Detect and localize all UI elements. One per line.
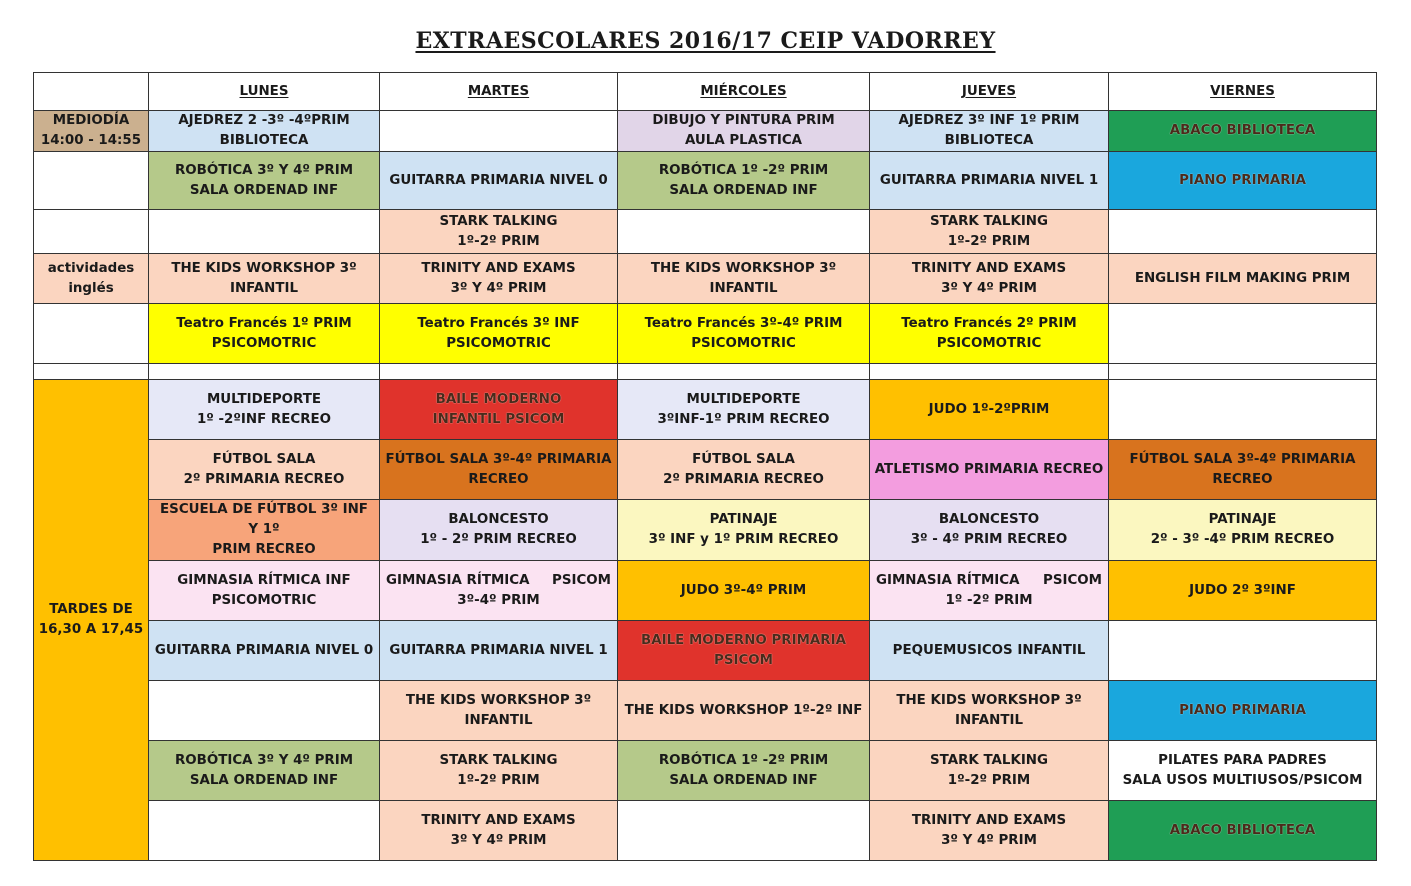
activity-cell: GUITARRA PRIMARIA NIVEL 1 [870,152,1109,210]
table-row [34,741,1377,801]
activity-cell: TRINITY AND EXAMS 3º Y 4º PRIM [870,801,1109,861]
activity-cell: FÚTBOL SALA 3º-4º PRIMARIA RECREO [1109,440,1377,500]
activity-cell: BAILE MODERNO PRIMARIA PSICOM [618,621,870,681]
table-row [34,254,1377,304]
side-cell [34,304,149,364]
activity-cell: FÚTBOL SALA 2º PRIMARIA RECREO [149,440,380,500]
activity-cell: THE KIDS WORKSHOP 3º INFANTIL [149,254,380,304]
activity-cell: BALONCESTO 3º - 4º PRIM RECREO [870,500,1109,561]
side-label-mediodia: MEDIODÍA 14:00 - 14:55 [34,111,149,152]
activity-cell: ESCUELA DE FÚTBOL 3º INF Y 1º PRIM RECREO [149,500,380,561]
activity-cell: FÚTBOL SALA 2º PRIMARIA RECREO [618,440,870,500]
activity-cell [1109,621,1377,681]
activity-cell: AJEDREZ 3º INF 1º PRIM BIBLIOTECA [870,111,1109,152]
activity-cell: THE KIDS WORKSHOP 3º INFANTIL [870,681,1109,741]
table-row [34,801,1377,861]
spacer-cell [34,364,149,380]
activity-cell: ROBÓTICA 1º -2º PRIM SALA ORDENAD INF [618,152,870,210]
side-cell [34,152,149,210]
activity-cell: TRINITY AND EXAMS 3º Y 4º PRIM [380,254,618,304]
table-row [34,500,1377,561]
activity-cell [149,210,380,254]
table-row [34,152,1377,210]
activity-cell: ROBÓTICA 3º Y 4º PRIM SALA ORDENAD INF [149,152,380,210]
activity-cell [618,801,870,861]
activity-cell: ROBÓTICA 3º Y 4º PRIM SALA ORDENAD INF [149,741,380,801]
activity-cell: STARK TALKING 1º-2º PRIM [870,210,1109,254]
table-row [34,621,1377,681]
activity-cell: GUITARRA PRIMARIA NIVEL 0 [149,621,380,681]
schedule-table [33,72,1377,861]
activity-cell: ATLETISMO PRIMARIA RECREO [870,440,1109,500]
activity-cell: PILATES PARA PADRES SALA USOS MULTIUSOS/PSICOM [1109,741,1377,801]
table-row [34,304,1377,364]
table-row [34,380,1377,440]
spacer-cell [870,364,1109,380]
activity-cell: THE KIDS WORKSHOP 3º INFANTIL [618,254,870,304]
side-cell [34,210,149,254]
activity-cell: STARK TALKING 1º-2º PRIM [380,741,618,801]
activity-cell: PIANO PRIMARIA [1109,681,1377,741]
activity-cell: AJEDREZ 2 -3º -4ºPRIM BIBLIOTECA [149,111,380,152]
spacer-cell [618,364,870,380]
activity-cell: PATINAJE 2º - 3º -4º PRIM RECREO [1109,500,1377,561]
activity-cell: ABACO BIBLIOTECA [1109,801,1377,861]
spacer-cell [380,364,618,380]
activity-cell: FÚTBOL SALA 3º-4º PRIMARIA RECREO [380,440,618,500]
table-row [34,111,1377,152]
activity-cell: Teatro Francés 2º PRIM PSICOMOTRIC [870,304,1109,364]
spacer-row [34,364,1377,380]
activity-cell [149,681,380,741]
activity-cell: BALONCESTO 1º - 2º PRIM RECREO [380,500,618,561]
table-row [34,561,1377,621]
activity-cell: MULTIDEPORTE 3ºINF-1º PRIM RECREO [618,380,870,440]
table-row [34,210,1377,254]
activity-cell: THE KIDS WORKSHOP 3º INFANTIL [380,681,618,741]
activity-cell: BAILE MODERNO INFANTIL PSICOM [380,380,618,440]
activity-cell [380,111,618,152]
activity-cell: STARK TALKING 1º-2º PRIM [870,741,1109,801]
activity-cell [618,210,870,254]
spacer-cell [149,364,380,380]
activity-cell: GIMNASIA RÍTMICA INF PSICOMOTRIC [149,561,380,621]
activity-cell: PATINAJE 3º INF y 1º PRIM RECREO [618,500,870,561]
day-header-martes: MARTES [380,73,618,111]
activity-cell: DIBUJO Y PINTURA PRIM AULA PLASTICA [618,111,870,152]
activity-cell: PIANO PRIMARIA [1109,152,1377,210]
activity-cell: TRINITY AND EXAMS 3º Y 4º PRIM [380,801,618,861]
side-label-tardes: TARDES DE 16,30 A 17,45 [34,380,149,861]
page-title: EXTRAESCOLARES 2016/17 CEIP VADORREY [415,28,996,54]
activity-cell: JUDO 3º-4º PRIM [618,561,870,621]
side-label-ingles: actividades inglés [34,254,149,304]
activity-cell: STARK TALKING 1º-2º PRIM [380,210,618,254]
activity-cell: ABACO BIBLIOTECA [1109,111,1377,152]
corner-cell [34,73,149,111]
activity-cell: ENGLISH FILM MAKING PRIM [1109,254,1377,304]
activity-cell: Teatro Francés 1º PRIM PSICOMOTRIC [149,304,380,364]
activity-cell: THE KIDS WORKSHOP 1º-2º INF [618,681,870,741]
table-row [34,440,1377,500]
activity-cell: GIMNASIA RÍTMICA PSICOM 3º-4º PRIM [380,561,618,621]
day-header-lunes: LUNES [149,73,380,111]
day-header-miercoles: MIÉRCOLES [618,73,870,111]
day-header-jueves: JUEVES [870,73,1109,111]
activity-cell: Teatro Francés 3º INF PSICOMOTRIC [380,304,618,364]
activity-cell: Teatro Francés 3º-4º PRIM PSICOMOTRIC [618,304,870,364]
activity-cell: GIMNASIA RÍTMICA PSICOM 1º -2º PRIM [870,561,1109,621]
day-header-viernes: VIERNES [1109,73,1377,111]
activity-cell [1109,304,1377,364]
activity-cell: TRINITY AND EXAMS 3º Y 4º PRIM [870,254,1109,304]
activity-cell [1109,210,1377,254]
spacer-cell [1109,364,1377,380]
activity-cell [149,801,380,861]
activity-cell: GUITARRA PRIMARIA NIVEL 0 [380,152,618,210]
header-row [34,73,1377,111]
activity-cell: JUDO 1º-2ºPRIM [870,380,1109,440]
activity-cell: GUITARRA PRIMARIA NIVEL 1 [380,621,618,681]
table-row [34,681,1377,741]
activity-cell: JUDO 2º 3ºINF [1109,561,1377,621]
activity-cell: MULTIDEPORTE 1º -2ºINF RECREO [149,380,380,440]
activity-cell: PEQUEMUSICOS INFANTIL [870,621,1109,681]
activity-cell [1109,380,1377,440]
activity-cell: ROBÓTICA 1º -2º PRIM SALA ORDENAD INF [618,741,870,801]
